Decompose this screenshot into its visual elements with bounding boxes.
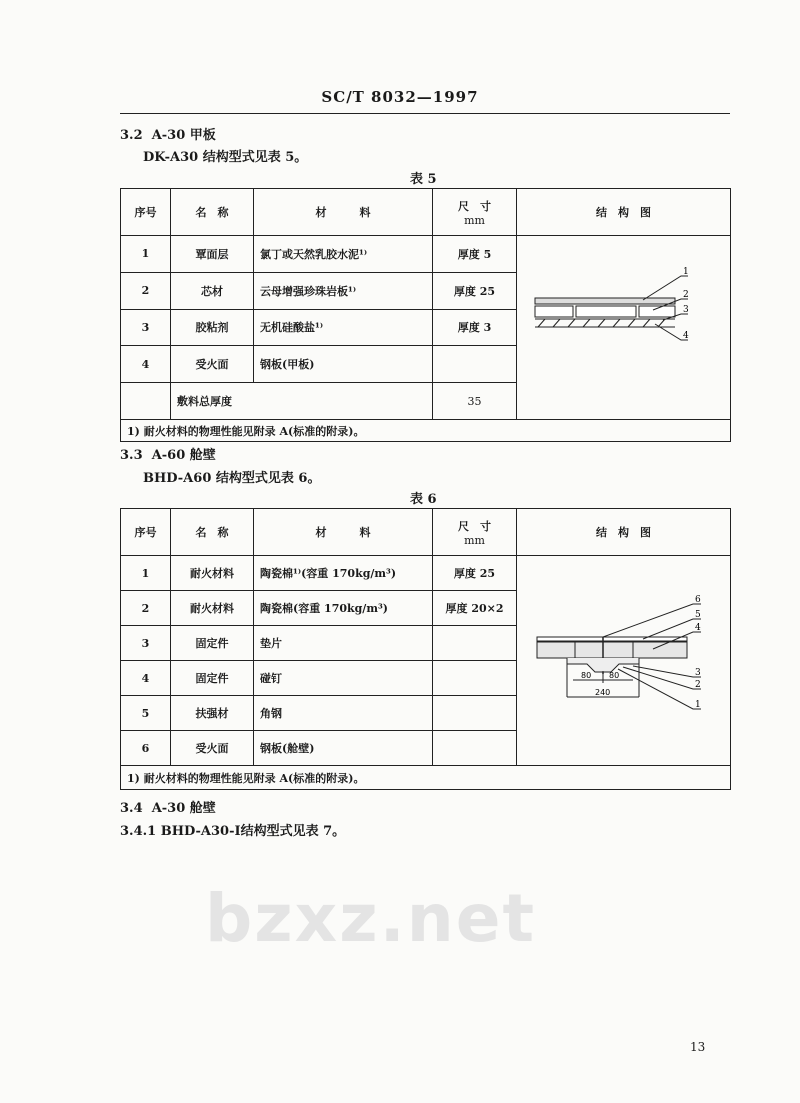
cell: 受火面 bbox=[171, 346, 254, 383]
cell: 覃面层 bbox=[171, 236, 254, 273]
section-number: 3.4.1 bbox=[120, 824, 157, 839]
table-footnote: 1) 耐火材料的物理性能见附录 A(标准的附录)。 bbox=[121, 420, 731, 442]
cell: 4 bbox=[121, 346, 171, 383]
table6-caption: 表 6 bbox=[410, 492, 437, 507]
size-label: 尺 寸 bbox=[458, 519, 491, 533]
bulkhead-structure-diagram bbox=[523, 559, 723, 759]
cell bbox=[433, 731, 517, 766]
header-cell: 序号 bbox=[121, 509, 171, 556]
callout-label: 2 bbox=[695, 680, 701, 690]
dimension-label: 240 bbox=[595, 688, 611, 697]
cell bbox=[433, 626, 517, 661]
section-number: 3.4 bbox=[120, 801, 143, 816]
cell: 氯丁或天然乳胶水泥¹⁾ bbox=[254, 236, 433, 273]
header-cell bbox=[433, 509, 517, 556]
callout-label: 1 bbox=[683, 267, 689, 277]
header-cell: 名 称 bbox=[171, 189, 254, 236]
section-3-3-text: BHD-A60 结构型式见表 6。 bbox=[143, 471, 321, 486]
section-3-2-heading bbox=[120, 124, 216, 143]
cell: 3 bbox=[121, 309, 171, 346]
header-cell: 材 料 bbox=[254, 509, 433, 556]
cell: 耐火材料 bbox=[171, 556, 254, 591]
size-label: 尺 寸 bbox=[458, 199, 491, 213]
callout-label: 4 bbox=[683, 331, 689, 341]
table-row bbox=[121, 236, 731, 273]
cell: 角钢 bbox=[254, 696, 433, 731]
cell bbox=[121, 383, 171, 420]
cell: 耐火材料 bbox=[171, 591, 254, 626]
cell: 无机硅酸盐¹⁾ bbox=[254, 309, 433, 346]
cell: 固定件 bbox=[171, 626, 254, 661]
unit-label: mm bbox=[464, 213, 485, 227]
cell: 钢板(甲板) bbox=[254, 346, 433, 383]
section-3-4-heading bbox=[120, 797, 216, 816]
cell: 陶瓷棉(容重 170kg/m³) bbox=[254, 591, 433, 626]
section-number: 3.2 bbox=[120, 128, 143, 143]
cell: 扶强材 bbox=[171, 696, 254, 731]
cell: 厚度 20×2 bbox=[433, 591, 517, 626]
dimension-label: 80 bbox=[581, 671, 592, 680]
deck-structure-diagram bbox=[523, 236, 723, 416]
structure-diagram-cell bbox=[517, 556, 731, 766]
cell: 厚度 5 bbox=[433, 236, 517, 273]
section-title: A-30 舱壁 bbox=[151, 801, 216, 816]
section-3-3-heading bbox=[120, 444, 216, 463]
callout-label: 2 bbox=[683, 290, 689, 300]
callout-label: 1 bbox=[695, 700, 701, 710]
cell: 6 bbox=[121, 731, 171, 766]
header-rule bbox=[120, 113, 730, 114]
table5-caption: 表 5 bbox=[410, 172, 437, 187]
callout-label: 6 bbox=[695, 595, 701, 605]
cell: 碰钉 bbox=[254, 661, 433, 696]
dimension-label: 80 bbox=[609, 671, 620, 680]
page-number: 13 bbox=[690, 1040, 706, 1054]
header-cell: 结 构 图 bbox=[517, 189, 731, 236]
cell: 胶粘剂 bbox=[171, 309, 254, 346]
structure-diagram-cell bbox=[517, 236, 731, 420]
header-cell: 序号 bbox=[121, 189, 171, 236]
cell: 厚度 3 bbox=[433, 309, 517, 346]
header-cell: 材 料 bbox=[254, 189, 433, 236]
section-title: A-60 舱壁 bbox=[151, 448, 216, 463]
cell: 厚度 25 bbox=[433, 272, 517, 309]
section-title: A-30 甲板 bbox=[151, 128, 216, 143]
table-5 bbox=[120, 188, 731, 442]
cell: 3 bbox=[121, 626, 171, 661]
header-cell: 结 构 图 bbox=[517, 509, 731, 556]
watermark: bzxz.net bbox=[205, 880, 537, 957]
table-row bbox=[121, 556, 731, 591]
cell: 2 bbox=[121, 272, 171, 309]
cell: 受火面 bbox=[171, 731, 254, 766]
section-3-2-text: DK-A30 结构型式见表 5。 bbox=[143, 150, 308, 165]
cell: 4 bbox=[121, 661, 171, 696]
table-footnote: 1) 耐火材料的物理性能见附录 A(标准的附录)。 bbox=[121, 766, 731, 790]
total-label: 敷料总厚度 bbox=[171, 383, 433, 420]
cell: 固定件 bbox=[171, 661, 254, 696]
cell bbox=[433, 696, 517, 731]
callout-label: 5 bbox=[695, 610, 701, 620]
cell: 5 bbox=[121, 696, 171, 731]
callout-label: 3 bbox=[695, 668, 701, 678]
callout-label: 4 bbox=[695, 623, 701, 633]
total-value: 35 bbox=[433, 383, 517, 420]
cell: 厚度 25 bbox=[433, 556, 517, 591]
cell: 垫片 bbox=[254, 626, 433, 661]
cell: 1 bbox=[121, 236, 171, 273]
cell: 钢板(舱壁) bbox=[254, 731, 433, 766]
standard-header: SC/T 8032—1997 bbox=[321, 88, 479, 106]
section-number: 3.3 bbox=[120, 448, 143, 463]
section-3-4-1-text bbox=[120, 820, 345, 839]
cell bbox=[433, 346, 517, 383]
cell: 陶瓷棉¹⁾(容重 170kg/m³) bbox=[254, 556, 433, 591]
cell: 芯材 bbox=[171, 272, 254, 309]
cell: 1 bbox=[121, 556, 171, 591]
section-text: BHD-A30-Ⅰ结构型式见表 7。 bbox=[160, 824, 346, 839]
cell bbox=[433, 661, 517, 696]
cell: 云母增强珍珠岩板¹⁾ bbox=[254, 272, 433, 309]
unit-label: mm bbox=[464, 533, 485, 547]
callout-label: 3 bbox=[683, 305, 689, 315]
table-6 bbox=[120, 508, 731, 790]
header-cell bbox=[433, 189, 517, 236]
cell: 2 bbox=[121, 591, 171, 626]
header-cell: 名 称 bbox=[171, 509, 254, 556]
